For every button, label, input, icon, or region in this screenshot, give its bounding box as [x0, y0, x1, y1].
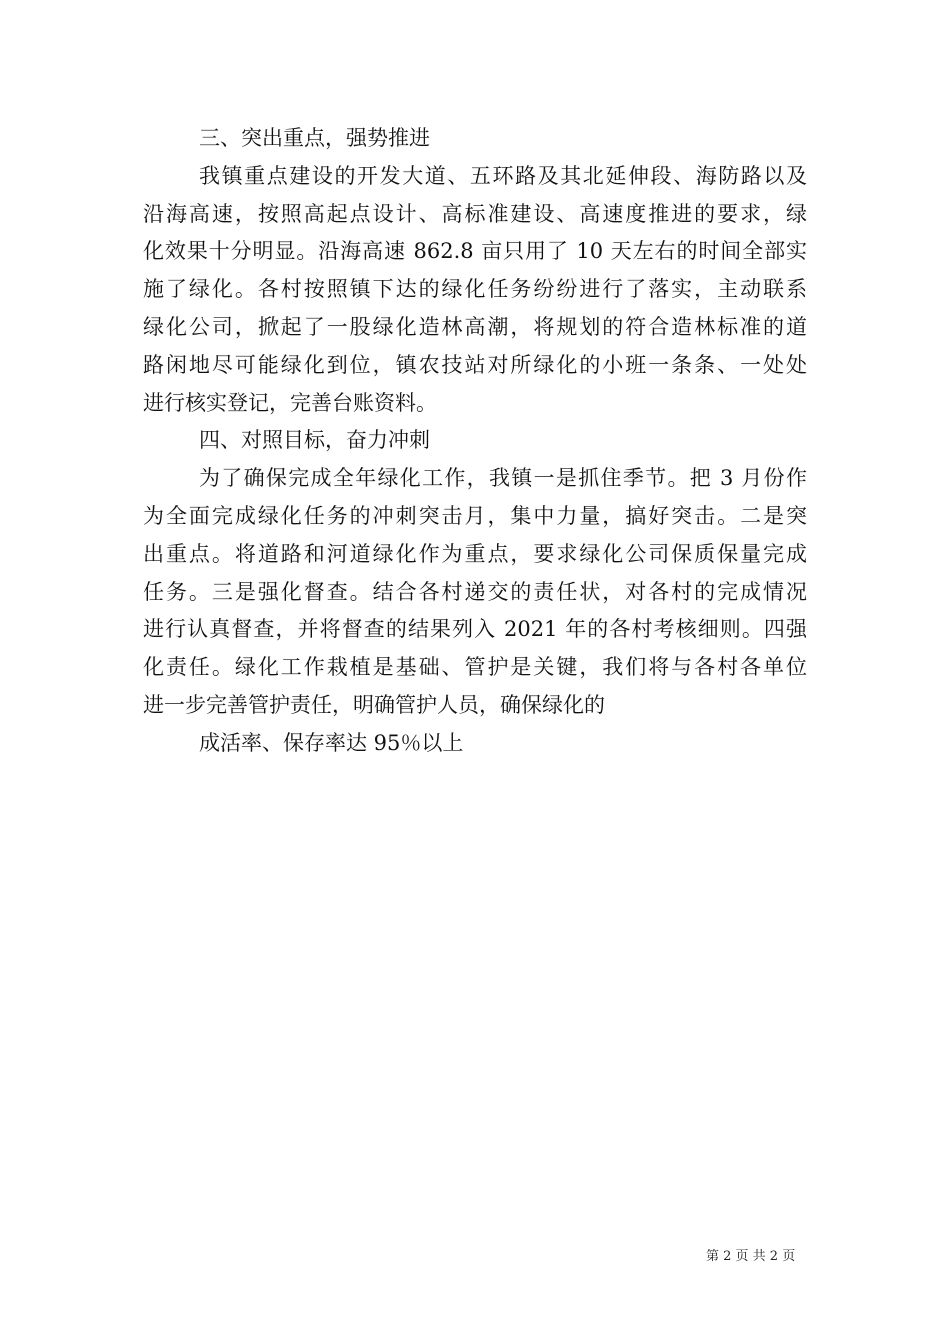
paragraph-line: 进一步完善管护责任，明确管护人员，确保绿化的 [143, 692, 605, 717]
page-number-footer: 第 2 页 共 2 页 [706, 1249, 796, 1264]
paragraph-line: 任务。三是强化督查。结合各村递交的责任状，对各村的完成情况 [143, 579, 807, 604]
paragraph-3 [143, 158, 807, 423]
paragraph-line: 进行认真督查，并将督查的结果列入 2021 年的各村考核细则。四强 [143, 617, 807, 642]
paragraph-4 [143, 460, 807, 725]
paragraph-line: 沿海高速，按照高起点设计、高标准建设、高速度推进的要求，绿 [143, 201, 807, 226]
paragraph-line: 我镇重点建设的开发大道、五环路及其北延伸段、海防路以及 [199, 163, 807, 188]
paragraph-line: 化效果十分明显。沿海高速 862.8 亩只用了 10 天左右的时间全部实 [143, 239, 807, 264]
section-heading-3: 三、突出重点，强势推进 [199, 126, 430, 150]
paragraph-line: 出重点。将道路和河道绿化作为重点，要求绿化公司保质保量完成 [143, 541, 807, 566]
section-heading-4: 四、对照目标，奋力冲刺 [199, 428, 430, 453]
paragraph-line: 化责任。绿化工作栽植是基础、管护是关键，我们将与各村各单位 [143, 655, 807, 680]
paragraph-line: 施了绿化。各村按照镇下达的绿化任务纷纷进行了落实，主动联系 [143, 277, 807, 302]
paragraph-line: 路闲地尽可能绿化到位，镇农技站对所绿化的小班一条条、一处处 [143, 352, 807, 377]
paragraph-line: 为了确保完成全年绿化工作，我镇一是抓住季节。把 3 月份作 [199, 466, 807, 491]
paragraph-line: 为全面完成绿化任务的冲刺突击月，集中力量，搞好突击。二是突 [143, 503, 807, 528]
final-paragraph: 成活率、保存率达 95％以上 [199, 730, 464, 755]
document-body [143, 120, 807, 763]
paragraph-line: 绿化公司，掀起了一股绿化造林高潮，将规划的符合造林标准的道 [143, 314, 807, 339]
paragraph-line: 进行核实登记，完善台账资料。 [143, 390, 437, 415]
